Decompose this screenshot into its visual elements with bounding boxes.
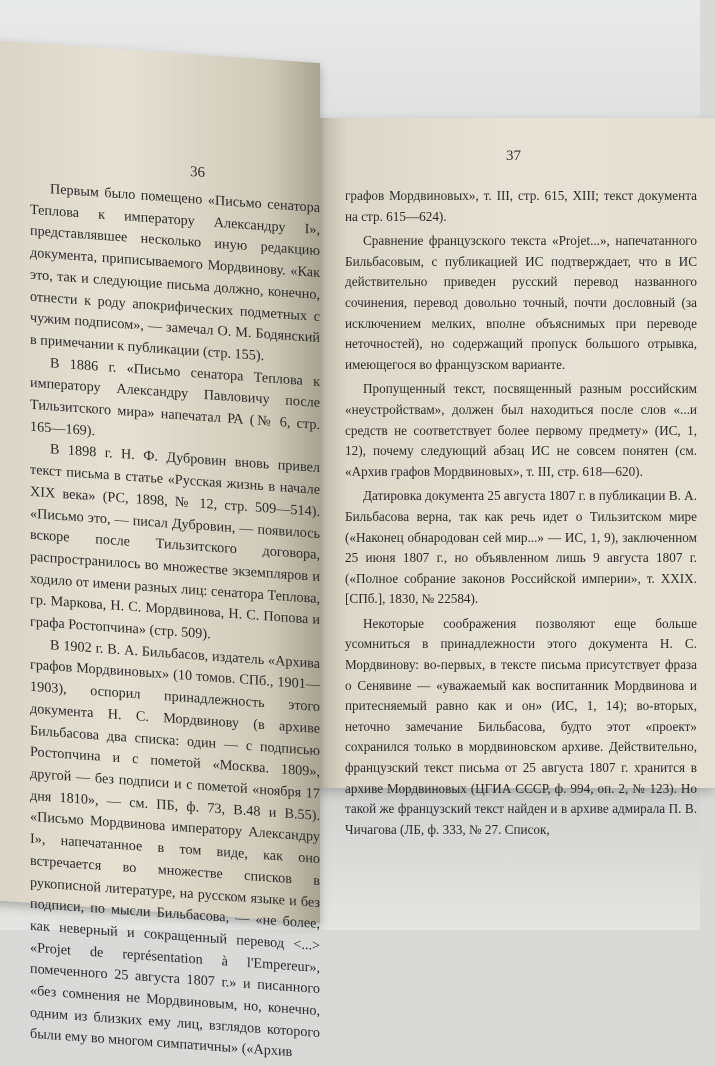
paragraph: Сравнение французского текста «Projet...», напечатанного Бильбасовым, с публикацией ИС подтверждает, что в ИС действительно приведен русский перевод названного сочинения, перевод довольно точный, почти дословный (за исключением мелких, вполне объяснимых при переводе неточностей), но содержащий пропуск большого отрывка, имеющегося во французском варианте. xyxy=(345,233,697,372)
paragraph: В 1886 г. «Письмо сенатора Теплова к императору Александру Павловичу после Тильзитского мира» напечатал РА (№ 6, стр. 165—169). xyxy=(30,354,320,440)
paragraph: Некоторые соображения позволяют еще больше усомниться в принадлежности этого документа Н. С. Мордвинову: во-первых, в тексте письма присутствует фраза о Сенявине — «уважаемый как воспитанник Мордвинова и притесняемый равно как и он» (ИС, 1, 14); во-вторых, неточно замечание Бильбасова, будто этот «проект» сохранился только в мордвиновском архиве. Действительно, французский текст письма от 25 августа 1807 г. хранится в архиве Мордвиновых (ЦГИА СССР, ф. 994, оп. 2, № 123). Но такой же французский текст найден и в архиве адмирала П. В. Чичагова (ЛБ, ф. 333, № 27. Список, xyxy=(345,615,697,837)
page-number-left: 36 xyxy=(190,163,205,182)
page-number-right: 37 xyxy=(506,148,521,164)
left-page-text xyxy=(30,178,320,1061)
paragraph: Датировка документа 25 августа 1807 г. в публикации В. А. Бильбасова верна, так как речь идет о Тильзитском мире («Наконец обнародован сей мир...» — ИС, 1, 9), заключенном 25 июня 1807 г., но объявленном лишь 9 августа 1807 г. («Полное собрание законов Российской империи», т. XXIX. [СПб.], 1830, № 22584). xyxy=(345,488,697,607)
right-page-text xyxy=(345,186,697,844)
right-page xyxy=(315,118,715,837)
left-page xyxy=(0,40,320,1061)
paragraph: графов Мордвиновых», т. III, стр. 615, XIII; текст документа на стр. 615—624). xyxy=(345,188,697,224)
paragraph: Пропущенный текст, посвященный разным российским «неустройствам», должен был находиться после слов «...и средств не соответствует более первому предмету» (ИС, 1, 12), почему следующий абзац ИС не совсем понятен (см. «Архив графов Мордвиновых», т. III, стр. 618—620). xyxy=(345,381,697,479)
paragraph: Первым было помещено «Письмо сенатора Теплова к императору Александру I», представлявшее несколько иную редакцию документа, приписываемого Мордвинову. «Как это, так и следующие письма должно, конечно, отнести к роду апокрифических подметных с чужим подписом», — замечал О. М. Бодянский в примечании к публикации (стр. 155). xyxy=(30,181,320,365)
paragraph: В 1902 г. В. А. Бильбасов, издатель «Архива графов Мордвиновых» (10 томов. СПб., 1901—1903), оспорил принадлежность этого документа Н. С. Мордвинову (в архиве Бильбасова два списка: один — с подписью Ростопчина и с пометой «Москва. 1809», другой — без подписи и с пометой «ноября 17 дня 1810», — см. ПБ, ф. 73, В.48 и В.55). «Письмо Мордвинова императору Александру I», напечатанное в том виде, как оно встречается во множестве списков в рукописной литературе, на русском языке и без подписи, по мысли Бильбасова, — «не более, как неверный и сокращенный перевод <...> «Projet de représentation à l'Empereur», помеченного 25 августа 1807 г.» и писанного «без сомнения не Мордвиновым, но, конечно, одним из близких ему лиц, взглядов которого были ему во многом симпатичны» («Архив xyxy=(30,636,320,1061)
paragraph: В 1898 г. Н. Ф. Дубровин вновь привел текст письма в статье «Русская жизнь в начале XIX века» (РС, 1898, № 12, стр. 509—514). «Письмо это, — писал Дубровин, — появилось вскоре после Тильзитского договора, распространилось во множестве экземпляров и ходило от имени разных лиц: сенатора Теплова, гр. Маркова, Н. С. Мордвинова, Н. С. Попова и графа Ростопчина» (стр. 509). xyxy=(30,441,320,643)
